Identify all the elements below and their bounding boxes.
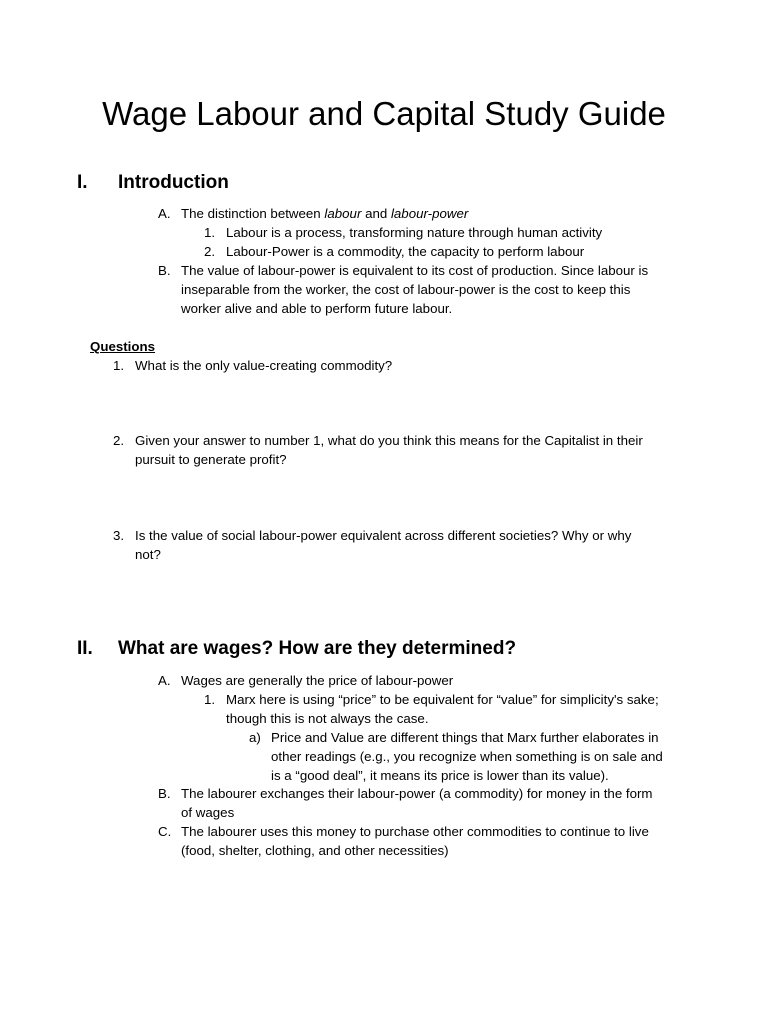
section-1-number: I. — [77, 172, 88, 193]
question-text: Given your answer to number 1, what do you think this means for the Capitalist in their pursuit to generate profit? — [135, 433, 643, 467]
outline-marker: B. — [158, 263, 171, 278]
section-2-heading: What are wages? How are they determined? — [118, 638, 517, 659]
outline-marker: B. — [158, 786, 171, 801]
outline-subsubitem: Price and Value are different things that Marx further elaborates in other readings (e.g., you recognize when something is on sale and is a “good deal”, it means its price is lower than its value). — [271, 730, 663, 783]
outline-subitem: Labour-Power is a commodity, the capacity to perform labour — [226, 244, 585, 259]
outline-marker: A. — [158, 206, 171, 221]
question-number: 1. — [113, 358, 125, 373]
section-2-number: II. — [77, 638, 93, 659]
question-text: Is the value of social labour-power equivalent across different societies? Why or why not? — [135, 528, 632, 562]
question-number: 3. — [113, 528, 125, 543]
outline-subitem: Labour is a process, transforming nature through human activity — [226, 225, 603, 240]
outline-marker: 2. — [204, 244, 216, 259]
outline-marker: C. — [158, 824, 172, 839]
outline-marker: a) — [249, 730, 261, 745]
outline-item-b: The value of labour-power is equivalent to its cost of production. Since labour is inseparable from the worker, the cost of labour-power is the cost to keep this worker alive and able to perform future labour. — [181, 263, 649, 316]
outline-subitem: Marx here is using “price” to be equivalent for “value” for simplicity's sake; though this is not always the case. — [226, 692, 659, 726]
outline-item-a: The distinction between labour and labour-power — [181, 206, 469, 221]
question-number: 2. — [113, 433, 125, 448]
questions-heading: Questions — [90, 339, 156, 354]
question-text: What is the only value-creating commodity? — [135, 358, 393, 373]
section-1-heading: Introduction — [118, 172, 229, 193]
outline-marker: A. — [158, 673, 171, 688]
outline-marker: 1. — [204, 225, 216, 240]
outline-item-a: Wages are generally the price of labour-power — [181, 673, 454, 688]
outline-marker: 1. — [204, 692, 216, 707]
document-title: Wage Labour and Capital Study Guide — [102, 95, 666, 132]
outline-item-b: The labourer exchanges their labour-power (a commodity) for money in the form of wages — [181, 786, 653, 820]
outline-item-c: The labourer uses this money to purchase other commodities to continue to live (food, shelter, clothing, and other necessities) — [181, 824, 649, 858]
